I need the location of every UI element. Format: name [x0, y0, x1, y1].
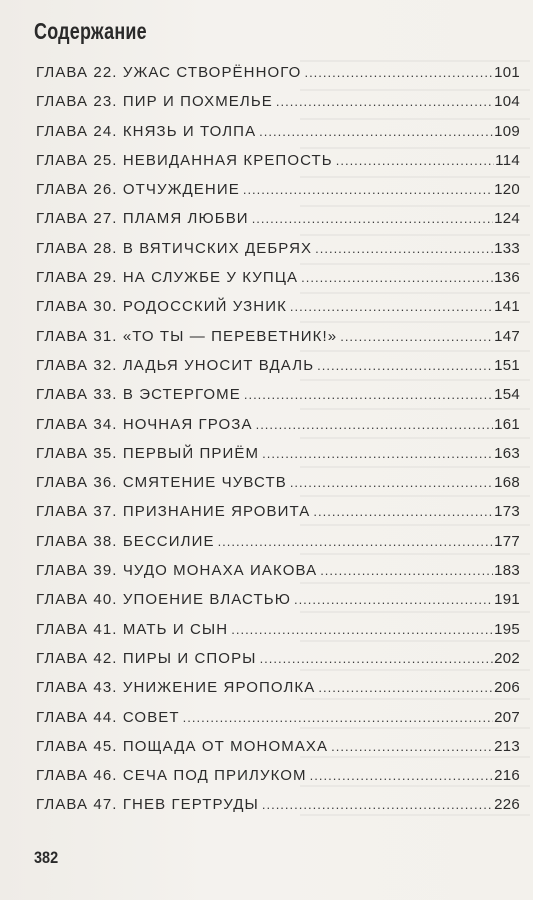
dot-leader: [290, 475, 493, 490]
toc-entry: [36, 386, 520, 415]
chapter-page-number: 114: [495, 151, 520, 169]
chapter-title: ГЛАВА 25. НЕВИДАННАЯ КРЕПОСТЬ: [36, 151, 333, 169]
chapter-title: ГЛАВА 43. УНИЖЕНИЕ ЯРОПОЛКА: [36, 679, 316, 697]
chapter-page-number: 216: [494, 767, 520, 785]
dot-leader: [310, 768, 493, 783]
dot-leader: [315, 241, 493, 256]
chapter-page-number: 206: [494, 679, 520, 697]
chapter-title: ГЛАВА 42. ПИРЫ И СПОРЫ: [36, 649, 257, 667]
toc-entry: [36, 591, 520, 620]
dot-leader: [340, 329, 493, 344]
chapter-title: ГЛАВА 22. УЖАС СТВОРЁННОГО: [36, 64, 302, 81]
toc-entry: [36, 298, 520, 327]
chapter-page-number: 168: [494, 474, 520, 492]
chapter-page-number: 133: [494, 239, 520, 257]
toc-entry: [36, 269, 520, 298]
dot-leader: [252, 211, 493, 226]
chapter-title: ГЛАВА 34. НОЧНАЯ ГРОЗА: [36, 415, 253, 433]
toc-entry: [36, 562, 520, 591]
chapter-title: ГЛАВА 29. НА СЛУЖБЕ У КУПЦА: [36, 269, 299, 287]
chapter-page-number: 183: [494, 562, 520, 580]
dot-leader: [243, 182, 493, 197]
chapter-title: ГЛАВА 44. СОВЕТ: [36, 708, 180, 726]
toc-entry: [36, 767, 520, 796]
toc-entry: [36, 240, 520, 269]
chapter-title: ГЛАВА 35. ПЕРВЫЙ ПРИЁМ: [36, 444, 260, 462]
chapter-page-number: 136: [494, 269, 520, 287]
chapter-page-number: 207: [494, 708, 520, 726]
dot-leader: [244, 387, 493, 402]
chapter-page-number: 213: [494, 737, 520, 755]
table-of-contents: [36, 64, 520, 826]
chapter-title: ГЛАВА 28. В ВЯТИЧСКИХ ДЕБРЯХ: [36, 239, 313, 257]
chapter-page-number: 101: [494, 64, 520, 81]
dot-leader: [262, 797, 493, 812]
chapter-title: ГЛАВА 38. БЕССИЛИЕ: [36, 532, 215, 550]
toc-entry: [36, 474, 520, 503]
dot-leader: [294, 592, 493, 607]
chapter-page-number: 163: [494, 444, 520, 462]
dot-leader: [276, 94, 493, 109]
toc-entry: [36, 621, 520, 650]
chapter-title: ГЛАВА 30. РОДОССКИЙ УЗНИК: [36, 298, 287, 316]
chapter-title: ГЛАВА 26. ОТЧУЖДЕНИЕ: [36, 181, 240, 199]
chapter-page-number: 154: [494, 386, 520, 404]
dot-leader: [256, 417, 493, 432]
chapter-title: ГЛАВА 47. ГНЕВ ГЕРТРУДЫ: [36, 796, 259, 814]
chapter-page-number: 141: [494, 298, 520, 316]
toc-entry: [36, 64, 520, 93]
chapter-title: ГЛАВА 45. ПОЩАДА ОТ МОНОМАХА: [36, 737, 329, 755]
chapter-title: ГЛАВА 37. ПРИЗНАНИЕ ЯРОВИТА: [36, 503, 311, 521]
toc-entry: [36, 709, 520, 738]
chapter-page-number: 177: [494, 532, 520, 550]
chapter-page-number: 191: [494, 591, 520, 609]
dot-leader: [313, 504, 493, 519]
chapter-title: ГЛАВА 23. ПИР И ПОХМЕЛЬЕ: [36, 93, 273, 111]
chapter-page-number: 202: [494, 649, 520, 667]
chapter-page-number: 173: [494, 503, 520, 521]
toc-entry: [36, 93, 520, 122]
dot-leader: [317, 358, 493, 373]
dot-leader: [318, 680, 493, 695]
dot-leader: [218, 534, 494, 549]
dot-leader: [262, 446, 493, 461]
chapter-title: ГЛАВА 31. «ТО ТЫ — ПЕРЕВЕТНИК!»: [36, 327, 338, 345]
dot-leader: [301, 270, 493, 285]
dot-leader: [331, 739, 493, 754]
chapter-title: ГЛАВА 40. УПОЕНИЕ ВЛАСТЬЮ: [36, 591, 291, 609]
chapter-title: ГЛАВА 32. ЛАДЬЯ УНОСИТ ВДАЛЬ: [36, 356, 315, 374]
chapter-title: ГЛАВА 41. МАТЬ И СЫН: [36, 620, 229, 638]
toc-entry: [36, 328, 520, 357]
chapter-page-number: 161: [494, 415, 520, 433]
dot-leader: [304, 65, 493, 80]
chapter-title: ГЛАВА 33. В ЭСТЕРГОМЕ: [36, 386, 241, 404]
chapter-title: ГЛАВА 27. ПЛАМЯ ЛЮБВИ: [36, 210, 249, 228]
dot-leader: [259, 124, 493, 139]
chapter-page-number: 195: [494, 620, 520, 638]
chapter-page-number: 109: [494, 122, 520, 140]
toc-entry: [36, 357, 520, 386]
chapter-page-number: 147: [494, 327, 520, 345]
chapter-page-number: 226: [494, 796, 520, 814]
toc-entry: [36, 416, 520, 445]
dot-leader: [290, 299, 493, 314]
toc-entry: [36, 210, 520, 239]
toc-entry: [36, 796, 520, 825]
toc-entry: [36, 738, 520, 767]
chapter-page-number: 151: [494, 356, 520, 374]
dot-leader: [231, 622, 493, 637]
chapter-page-number: 104: [494, 93, 520, 111]
dot-leader: [320, 563, 493, 578]
toc-entry: [36, 445, 520, 474]
chapter-page-number: 124: [494, 210, 520, 228]
toc-entry: [36, 152, 520, 181]
chapter-title: ГЛАВА 46. СЕЧА ПОД ПРИЛУКОМ: [36, 767, 307, 785]
chapter-page-number: 120: [494, 181, 520, 199]
dot-leader: [260, 651, 494, 666]
toc-entry: [36, 123, 520, 152]
page-title: Содержание: [34, 18, 147, 44]
chapter-title: ГЛАВА 39. ЧУДО МОНАХА ИАКОВА: [36, 562, 318, 580]
dot-leader: [183, 710, 493, 725]
chapter-title: ГЛАВА 36. СМЯТЕНИЕ ЧУВСТВ: [36, 474, 287, 492]
toc-entry: [36, 503, 520, 532]
toc-entry: [36, 533, 520, 562]
dot-leader: [336, 153, 494, 168]
page-number: 382: [34, 848, 59, 867]
toc-entry: [36, 679, 520, 708]
chapter-title: ГЛАВА 24. КНЯЗЬ И ТОЛПА: [36, 122, 257, 140]
toc-entry: [36, 650, 520, 679]
toc-entry: [36, 181, 520, 210]
